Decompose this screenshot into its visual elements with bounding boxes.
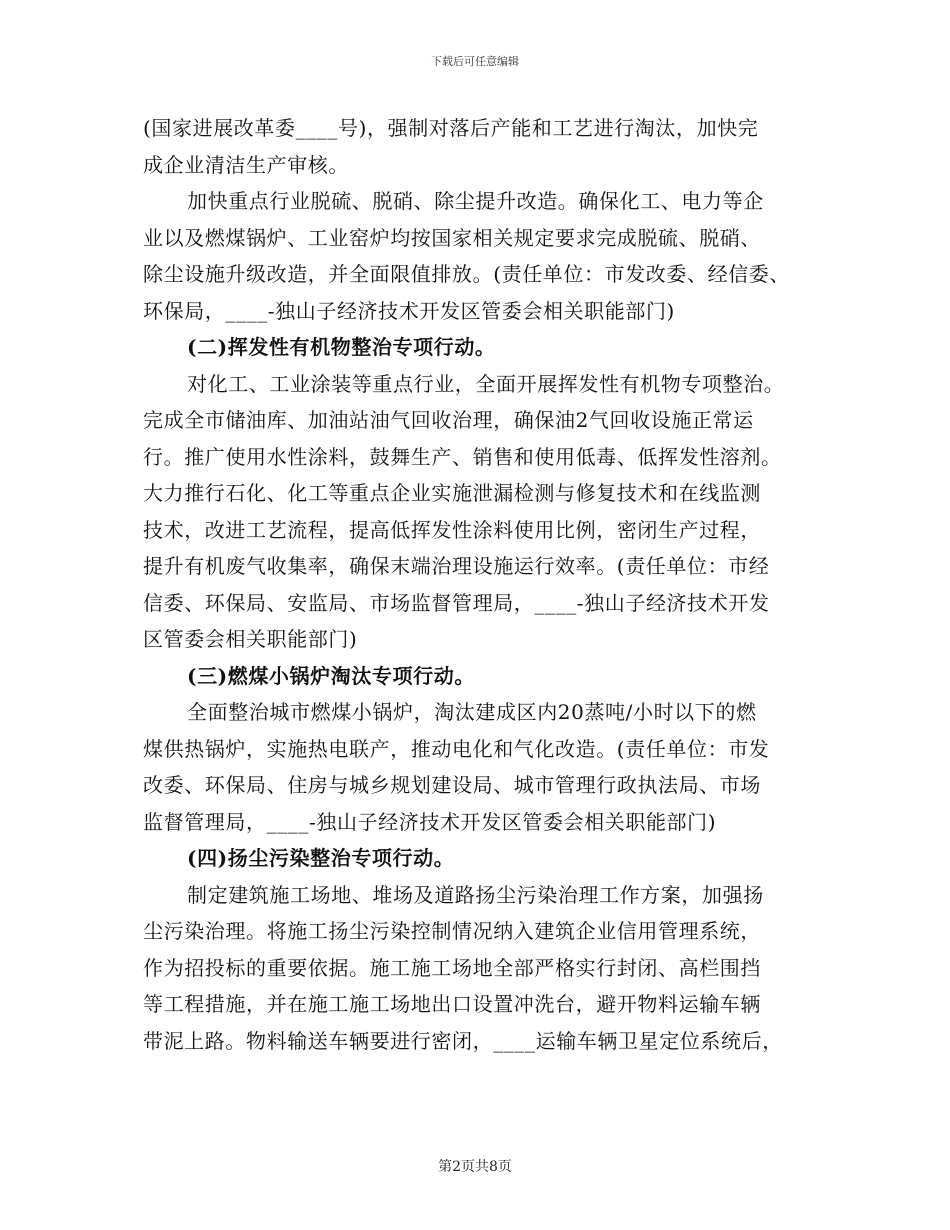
body-text-line: 改委、环保局、住房与城乡规划建设局、城市管理行政执法局、市场: [143, 773, 761, 797]
body-text-line: 尘污染治理。将施工扬尘污染控制情况纳入建筑企业信用管理系统，: [143, 919, 761, 943]
page-header: 下载后可任意编辑: [431, 55, 519, 68]
body-text-line: 对化工、工业涂装等重点行业，全面开展挥发性有机物专项整治。: [187, 371, 785, 396]
body-text-line: 行。推广使用水性涂料，鼓舞生产、销售和使用低毒、低挥发性溶剂。: [143, 444, 782, 469]
body-text-line: 作为招投标的重要依据。施工施工场地全部严格实行封闭、高栏围挡: [143, 955, 761, 980]
body-text-line: 煤供热锅炉，实施热电联产，推动电化和气化改造。(责任单位：市发: [143, 736, 770, 761]
body-text-line: 加快重点行业脱硫、脱硝、除尘提升改造。确保化工、电力等企: [187, 189, 764, 213]
body-text-line: 环保局，____-独山子经济技术开发区管委会相关职能部门): [143, 298, 675, 323]
body-text-line: 成企业清洁生产审核。: [143, 152, 349, 177]
body-text-line: 信委、环保局、安监局、市场监督管理局，____-独山子经济技术开发: [143, 590, 770, 615]
section-heading: (二)挥发性有机物整治专项行动。: [187, 335, 496, 359]
body-text-line: 等工程措施，并在施工施工场地出口设置冲洗台，避开物料运输车辆: [143, 992, 761, 1016]
body-text-line: 完成全市储油库、加油站油气回收治理，确保油2气回收设施正常运: [143, 408, 754, 432]
body-text-line: 除尘设施升级改造，并全面限值排放。(责任单位：市发改委、经信委、: [143, 262, 791, 286]
document-body: [143, 110, 803, 1059]
body-text-line: 带泥上路。物料输送车辆要进行密闭，____运输车辆卫星定位系统后，: [143, 1028, 783, 1053]
body-text-line: 制定建筑施工场地、堆场及道路扬尘污染治理工作方案，加强扬: [187, 882, 764, 907]
page-footer: 第2页共8页: [438, 1159, 512, 1175]
body-text-line: 业以及燃煤锅炉、工业窑炉均按国家相关规定要求完成脱硫、脱硝、: [143, 225, 761, 250]
body-text-line: 全面整治城市燃煤小锅炉，淘汰建成区内20蒸吨/小时以下的燃: [187, 700, 757, 724]
body-text-line: 大力推行石化、化工等重点企业实施泄漏检测与修复技术和在线监测: [143, 481, 761, 505]
body-text-line: 监督管理局，____-独山子经济技术开发区管委会相关职能部门): [143, 809, 717, 834]
body-text-line: 区管委会相关职能部门): [143, 627, 358, 651]
body-text-line: (国家进展改革委____号)，强制对落后产能和工艺进行淘汰，加快完: [143, 116, 759, 140]
section-heading: (三)燃煤小锅炉淘汰专项行动。: [187, 663, 475, 688]
section-heading: (四)扬尘污染整治专项行动。: [187, 846, 455, 870]
body-text-line: 提升有机废气收集率，确保末端治理设施运行效率。(责任单位：市经: [143, 554, 770, 578]
body-text-line: 技术，改进工艺流程，提高低挥发性涂料使用比例，密闭生产过程，: [143, 517, 761, 542]
